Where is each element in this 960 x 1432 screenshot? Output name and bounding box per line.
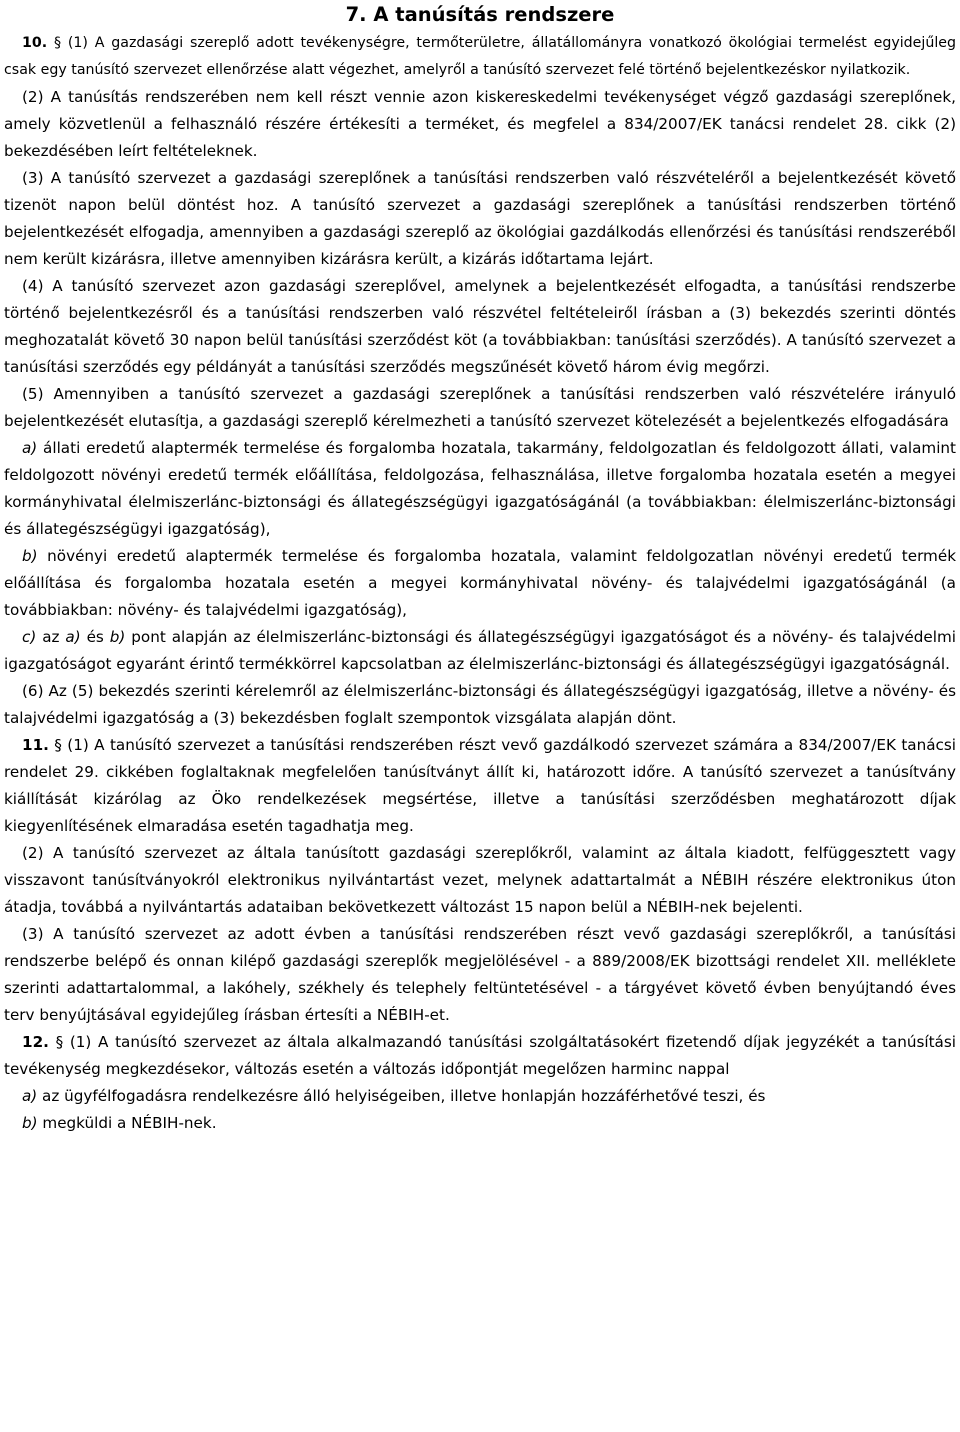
point-b-text: növényi eredetű alaptermék termelése és forgalomba hozatala, valamint feldolgozatlan növényi eredetű termék előállítása és forgalomba hozatala esetén a megyei kormányhivatal növény- és talajvédelmi igazgatóságánál (a továbbiakban: növény- és talajvédelmi igazgatóság), [4, 547, 956, 619]
s12-point-a-text: az ügyfélfogadásra rendelkezésre álló helyiségeiben, illetve honlapján hozzáférhetővé teszi, és [37, 1087, 766, 1105]
s10-paragraph-1 [4, 30, 956, 84]
s11-paragraph-2: (2) A tanúsító szervezet az általa tanúsított gazdasági szereplőkről, valamint az általa kiadott, felfüggesztett vagy visszavont tanúsítványokról elektronikus nyilvántartást vezet, melynek adattartalmát a NÉBIH részére elektronikus úton átadja, továbbá a nyilvántartás adataiban bekövetkezett változást 15 napon belül a NÉBIH-nek bejelenti. [4, 844, 956, 916]
point-c-es: és [80, 628, 110, 646]
point-a-text: állati eredetű alaptermék termelése és forgalomba hozatala, takarmány, feldolgozatlan és feldolgozott állati, valamint feldolgozott növényi eredetű termék előállítása, feldolgozása, felhasználása, illetve forgalomba hozatala esetén a megyei kormányhivatal élelmiszerlánc-biztonsági és állategészségügyi igazgatóságánál (a továbbiakban: élelmiszerlánc-biztonsági és állategészségügyi igazgatóság), [4, 439, 956, 538]
s11-p1-text: (1) A tanúsító szervezet a tanúsítási rendszerében részt vevő gazdálkodó szervezet számára a 834/2007/EK tanácsi rendelet 29. cikkében foglaltaknak megfelelően tanúsítványt állít ki, határozott időre. A tanúsító szervezet a tanúsítvány kiállítását kizárólag az Öko rendelkezések megsértése, illetve a tanúsítási szerződésben meghatározott díjak kiegyenlítésének elmaradása esetén tagadhatja meg. [4, 736, 957, 835]
s10-paragraph-4: (4) A tanúsító szervezet azon gazdasági szereplővel, amelynek a bejelentkezését elfogadta, a tanúsítási rendszerbe történő bejelentkezésről és a tanúsítási rendszerben való részvétel feltételeiről írásban a (3) bekezdés szerinti döntés meghozatalát követő 30 napon belül tanúsítási szerződést köt (a továbbiakban: tanúsítási szerződés). A tanúsító szervezet a tanúsítási szerződés egy példányát a tanúsítási szerződés megszűnését követő három évig megőrzi. [4, 277, 956, 376]
s10-paragraph-3: (3) A tanúsító szervezet a gazdasági szereplőnek a tanúsítási rendszerben való részvételéről a bejelentkezését követő tizenöt napon belül döntést hoz. A tanúsító szervezet a gazdasági szereplőnek a tanúsítási rendszerben történő bejelentkezését elfogadja, amennyiben a gazdasági szereplő az ökológiai gazdálkodás ellenőrzési és tanúsítási rendszeréből nem került kizárásra, illetve amennyiben kizárásra került, a kizárás időtartama lejárt. [4, 169, 956, 268]
s12-p1-text: (1) A tanúsító szervezet az általa alkalmazandó tanúsítási szolgáltatásokért fizetendő díjak jegyzékét a tanúsítási tevékenység megkezdésekor, változás esetén a változás időpontját megelőzen harminc nappal [4, 1033, 956, 1078]
s10-point-a [4, 435, 956, 543]
s10-point-b [4, 543, 956, 624]
paragraph-sign: § [55, 1033, 64, 1051]
section-title: 7. A tanúsítás rendszere [345, 3, 615, 26]
point-label-c: c) [22, 628, 37, 646]
s12-point-b [4, 1110, 956, 1137]
s12-number: 12. [22, 1033, 49, 1051]
s10-paragraph-5: (5) Amennyiben a tanúsító szervezet a gazdasági szereplőnek a tanúsítási rendszerben való részvételére irányuló bejelentkezését elutasítja, a gazdasági szereplő kérelmezheti a tanúsító szervezet kötelezését a bejelentkezés elfogadására [4, 385, 956, 430]
s11-paragraph-3: (3) A tanúsító szervezet az adott évben a tanúsítási rendszerében részt vevő gazdasági szereplőkről, a tanúsítási rendszerbe belépő és onnan kilépő gazdasági szereplők megjelölésével - a 889/2008/EK bizottsági rendelet XII. melléklete szerinti adattartalommal, a lakóhely, székhely és telephely feltüntetésével - a tárgyévet követő évben benyújtandó éves terv benyújtásával egyidejűleg írásban értesíti a NÉBIH-et. [4, 925, 956, 1024]
s12-point-b-text: megküldi a NÉBIH-nek. [37, 1114, 217, 1132]
s11-number: 11. [22, 736, 49, 754]
point-label-b: b) [22, 547, 38, 565]
s11-paragraph-1 [4, 732, 956, 840]
paragraph-sign: § [53, 35, 62, 51]
paragraph-sign: § [54, 736, 62, 754]
s10-number: 10. [22, 35, 48, 51]
point-label-b: b) [22, 1114, 38, 1132]
s12-paragraph-1 [4, 1029, 956, 1083]
point-c-text: pont alapján az élelmiszerlánc-biztonsági és állategészségügyi igazgatóságot és a növény- és talajvédelmi igazgatóságot egyaránt érintő termékkörrel kapcsolatban az élelmiszerlánc-biztonsági és állategészségügyi igazgatóságnál. [4, 628, 956, 673]
point-c-az: az [36, 628, 66, 646]
s10-point-c [4, 624, 956, 678]
point-label-a: a) [22, 439, 38, 457]
s10-paragraph-6: (6) Az (5) bekezdés szerinti kérelemről az élelmiszerlánc-biztonsági és állategészségügyi igazgatóság, illetve a növény- és talajvédelmi igazgatóság a (3) bekezdésben foglalt szempontok vizsgálata alapján dönt. [4, 682, 956, 727]
point-c-ref-a: a) [65, 628, 81, 646]
point-label-a: a) [22, 1087, 38, 1105]
s10-paragraph-2: (2) A tanúsítás rendszerében nem kell részt vennie azon kiskereskedelmi tevékenységet végző gazdasági szereplőnek, amely közvetlenül a felhasználó részére értékesíti a terméket, és megfelel a 834/2007/EK tanácsi rendelet 28. cikk (2) bekezdésében leírt feltételeknek. [4, 88, 956, 160]
point-c-ref-b: b) [109, 628, 126, 646]
s10-p1-text: (1) A gazdasági szereplő adott tevékenységre, termőterületre, állatállományra vonatkozó ökológiai termelést egyidejűleg csak egy tanúsító szervezet ellenőrzése alatt végezhet, amelyről a tanúsító szervezet felé történő bejelentkezéskor nyilatkozik. [4, 35, 957, 78]
s12-point-a [4, 1083, 956, 1110]
